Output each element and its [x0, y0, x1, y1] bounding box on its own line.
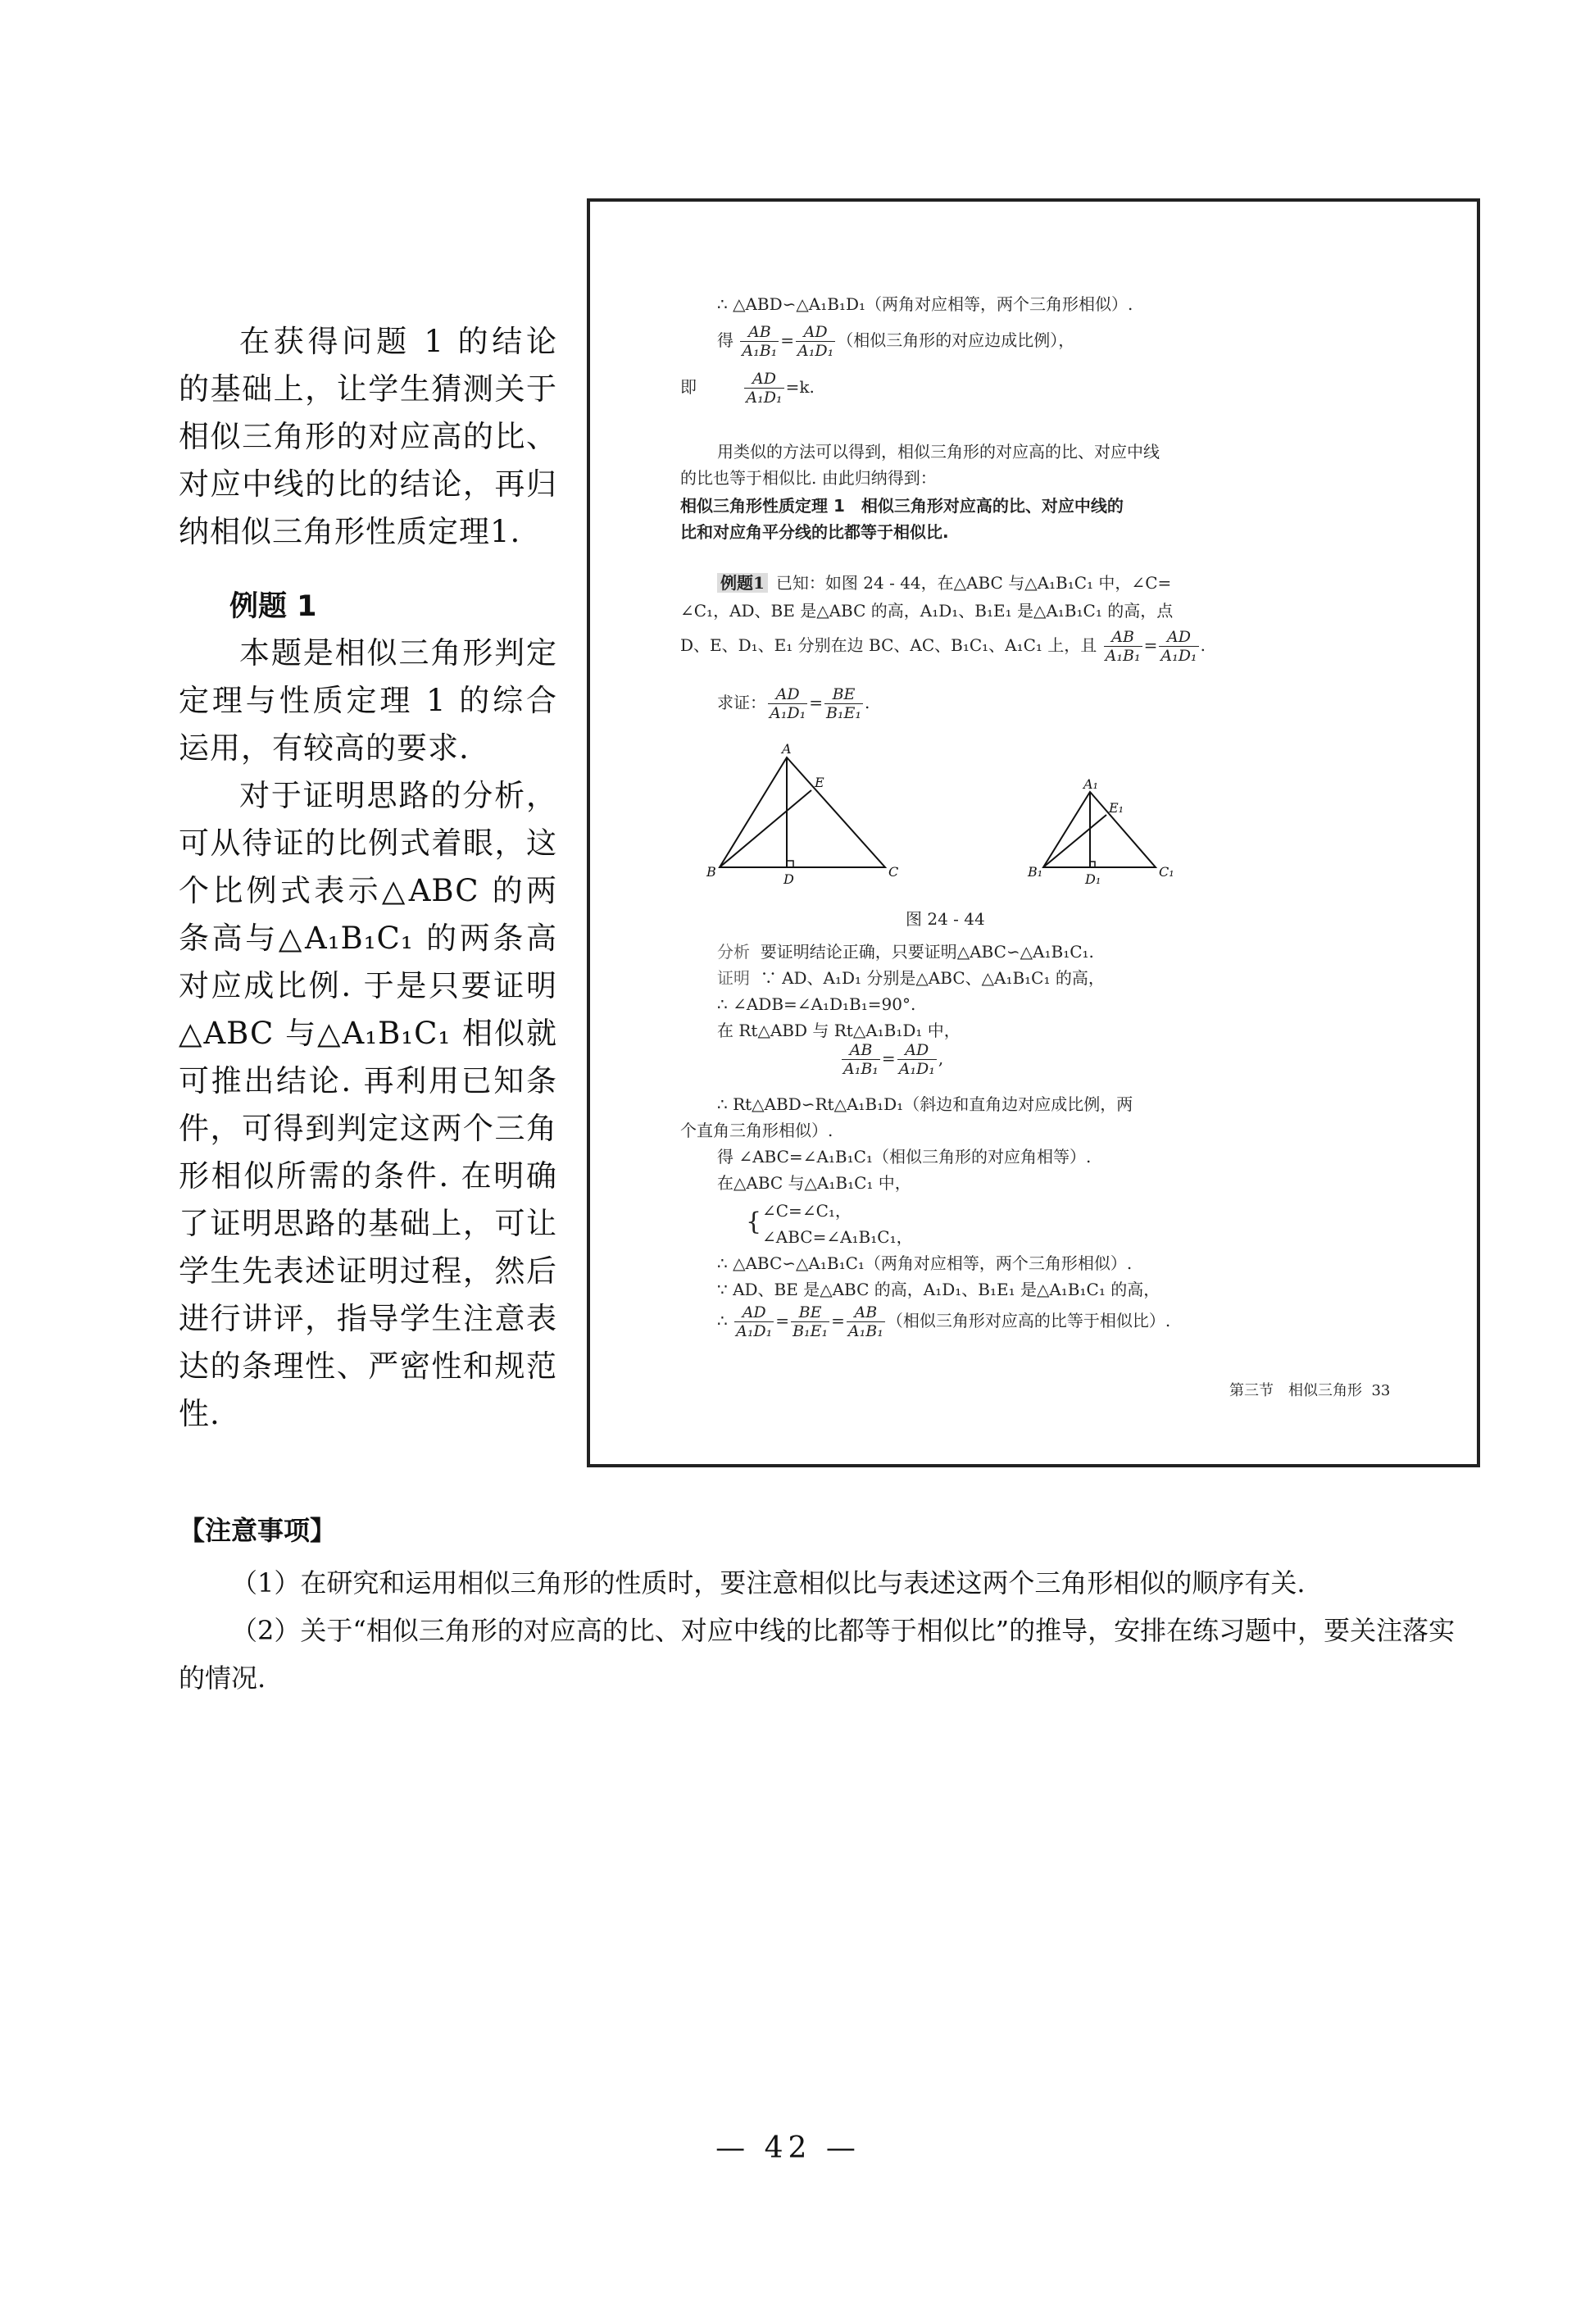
textbook-page: [587, 198, 1480, 1467]
triangle-a1b1c1: [1043, 792, 1156, 867]
proof-line-5: 个直角三角形相似）.: [680, 1121, 833, 1140]
page-number: — 42 —: [715, 2131, 861, 2165]
notes-section: [179, 1510, 1474, 1702]
book-line-2: 得 $\frac{AB}{\text{A₁B₁}}$ = $\frac{AD}{\text{A₁D₁}}$ （相似三角形的对应边成比例），: [717, 323, 1075, 360]
example-line-3: D、E、D₁、E₁ 分别在边 BC、AC、B₁C₁、A₁C₁ 上，且 $\frac{AB}{\text{A₁B₁}}$ = $\frac{AD}{\text{A₁D₁}}$ .: [680, 628, 1206, 665]
book-footer: 第三节 相似三角形 33: [1229, 1382, 1391, 1399]
point-b: B: [706, 864, 716, 880]
book-line-4: 用类似的方法可以得到，相似三角形的对应高的比、对应中线: [717, 442, 1160, 462]
altitude-b1e1: [1043, 815, 1106, 867]
book-line-5: 的比也等于相似比. 由此归纳得到：: [680, 468, 937, 488]
sidebar-paragraph-1: 在获得问题 1 的结论的基础上，让学生猜测关于相似三角形的对应高的比、对应中线的比的结论，再归纳相似三角形性质定理1.: [179, 324, 557, 549]
point-d: D: [783, 871, 794, 887]
proof-line-1: 证明 ∵ AD、A₁D₁ 分别是△ABC、△A₁B₁C₁ 的高，: [717, 968, 1105, 988]
proof-line-9: ∴ △ABC∽△A₁B₁C₁（两角对应相等，两个三角形相似）.: [717, 1253, 1133, 1273]
point-c1: C₁: [1159, 864, 1174, 880]
notes-title: 【注意事项】: [179, 1515, 337, 1546]
theorem-line-2: 比和对应角平分线的比都等于相似比.: [680, 522, 949, 542]
note-1: （1）在研究和运用相似三角形的性质时，要注意相似比与表述这两个三角形相似的顺序有关.: [231, 1567, 1306, 1599]
book-line-1: ∴ △ABD∽△A₁B₁D₁（两角对应相等，两个三角形相似）.: [717, 294, 1133, 314]
triangle-abc: [720, 757, 885, 867]
theorem-line-1: 相似三角形性质定理 1 相似三角形对应高的比、对应中线的: [680, 496, 1124, 516]
example-label: 例题1: [717, 573, 768, 593]
example-line-2: ∠C₁，AD、BE 是△ABC 的高，A₁D₁、B₁E₁ 是△A₁B₁C₁ 的高，点: [680, 601, 1174, 621]
book-line-3: 即 $\frac{AD}{\text{A₁D₁}}$ =k.: [680, 370, 815, 407]
sidebar-paragraph-3: 对于证明思路的分析，可从待证的比例式着眼，这个比例式表示△ABC 的两条高与△A₁B₁C₁ 的两条高对应成比例. 于是只要证明△ABC 与△A₁B₁C₁ 相似就可推出结论. 再利用已知条件，可得到判定这两个三角形相似所需的条件. 在明确了证明思路的基础上，可让学生先表述证明过程，然后进行讲评，指导学生注意表达的条理性、严密性和规范性.: [179, 778, 557, 1431]
proof-line-2: ∴ ∠ADB=∠A₁D₁B₁=90°.: [717, 994, 916, 1014]
brace: {: [746, 1207, 762, 1236]
point-b1: B₁: [1028, 864, 1043, 880]
point-a1: A₁: [1083, 776, 1098, 792]
proof-line-7: 在△ABC 与△A₁B₁C₁ 中，: [717, 1173, 911, 1193]
analysis-line: 分析 要证明结论正确，只要证明△ABC∽△A₁B₁C₁.: [717, 942, 1094, 962]
proof-line-10: ∵ AD、BE 是△ABC 的高，A₁D₁、B₁E₁ 是△A₁B₁C₁ 的高，: [717, 1280, 1160, 1299]
point-e: E: [815, 775, 824, 790]
note-2: （2）关于“相似三角形的对应高的比、对应中线的比都等于相似比”的推导，安排在练习题中，要关注落实的情况.: [179, 1615, 1456, 1694]
point-c: C: [888, 864, 899, 880]
point-d1: D₁: [1085, 871, 1101, 887]
point-a: A: [782, 741, 792, 757]
teacher-sidebar: [179, 318, 557, 1438]
point-e1: E₁: [1109, 800, 1124, 816]
sidebar-paragraph-2: 本题是相似三角形判定定理与性质定理 1 的综合运用，有较高的要求.: [179, 635, 557, 766]
figure-caption: 图 24 - 44: [906, 909, 985, 929]
proof-line-8b: ∠ABC=∠A₁B₁C₁，: [762, 1227, 913, 1247]
altitude-be: [720, 790, 811, 867]
example-line-1: 例题1 已知：如图 24 - 44，在△ABC 与△A₁B₁C₁ 中，∠C=: [717, 571, 1171, 595]
prove-line: 求证： $\frac{AD}{\text{A₁D₁}}$ = $\frac{BE}{\text{B₁E₁}}$ .: [717, 685, 870, 722]
proof-line-4: ∴ Rt△ABD∽Rt△A₁B₁D₁（斜边和直角边对应成比例，两: [717, 1094, 1133, 1114]
proof-line-3: 在 Rt△ABD 与 Rt△A₁B₁D₁ 中，: [717, 1021, 961, 1040]
proof-fraction-line: $\frac{AB}{\text{A₁B₁}}$ = $\frac{AD}{\text{A₁D₁}}$ ,: [843, 1041, 944, 1078]
proof-line-8a: ∠C=∠C₁，: [762, 1201, 852, 1221]
sidebar-heading: 例题 1: [229, 590, 317, 623]
proof-line-6: 得 ∠ABC=∠A₁B₁C₁（相似三角形的对应角相等）.: [717, 1147, 1092, 1167]
proof-line-11: ∴ $\frac{AD}{\text{A₁D₁}}$ = $\frac{BE}{\text{B₁E₁}}$ = $\frac{AB}{\text{A₁B₁}}$ （相似三角形对应高的比等于相似比）.: [717, 1303, 1171, 1340]
